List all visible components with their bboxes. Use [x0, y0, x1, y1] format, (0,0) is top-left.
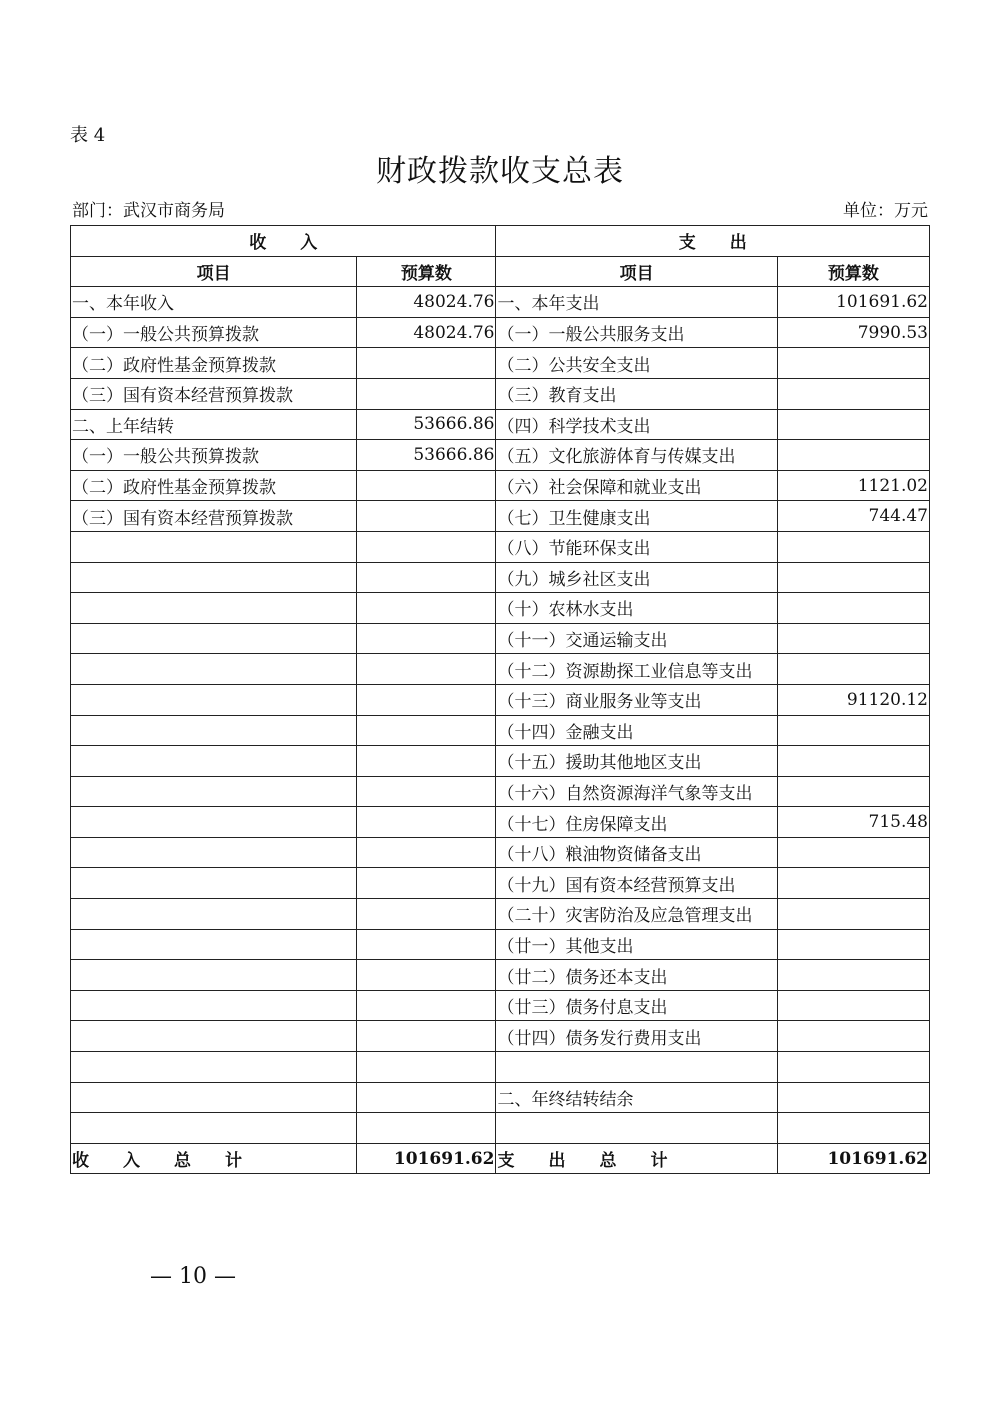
income-budget-cell: [357, 960, 496, 991]
income-item-cell: （二）政府性基金预算拨款: [71, 348, 357, 379]
table-row: [71, 409, 930, 440]
income-item-cell: [71, 868, 357, 899]
income-budget-cell: [357, 776, 496, 807]
unit-label: 单位：万元: [843, 201, 928, 221]
table-row: [71, 929, 930, 960]
expense-item-cell: （十六）自然资源海洋气象等支出: [496, 776, 777, 807]
expense-item-cell: （廿二）债务还本支出: [496, 960, 777, 991]
income-item-cell: [71, 960, 357, 991]
table-body: [71, 287, 930, 1144]
table-row: [71, 440, 930, 471]
income-header: 收 入: [71, 226, 496, 257]
expense-budget-cell: 101691.62: [777, 287, 929, 318]
income-budget-cell: [357, 654, 496, 685]
expense-item-cell: （十九）国有资本经营预算支出: [496, 868, 777, 899]
table-row: [71, 470, 930, 501]
expense-total-label: 支 出 总 计: [496, 1143, 777, 1174]
table-row: [71, 562, 930, 593]
table-row: [71, 899, 930, 930]
expense-item-cell: （五）文化旅游体育与传媒支出: [496, 440, 777, 471]
expense-budget-cell: [777, 654, 929, 685]
income-budget-header: 预算数: [357, 256, 496, 287]
expense-item-cell: （十七）住房保障支出: [496, 807, 777, 838]
income-budget-cell: [357, 593, 496, 624]
income-budget-cell: [357, 470, 496, 501]
expense-budget-cell: 715.48: [777, 807, 929, 838]
expense-budget-cell: [777, 440, 929, 471]
expense-budget-cell: [777, 623, 929, 654]
expense-budget-cell: 7990.53: [777, 317, 929, 348]
income-budget-cell: [357, 837, 496, 868]
expense-item-cell: （六）社会保障和就业支出: [496, 470, 777, 501]
income-budget-cell: [357, 348, 496, 379]
table-row: [71, 317, 930, 348]
income-budget-cell: 53666.86: [357, 409, 496, 440]
table-number: 表 4: [70, 125, 106, 146]
income-budget-cell: [357, 868, 496, 899]
income-item-cell: （三）国有资本经营预算拨款: [71, 378, 357, 409]
table-row: [71, 593, 930, 624]
expense-budget-cell: [777, 776, 929, 807]
table-row: [71, 1113, 930, 1144]
table-row: [71, 746, 930, 777]
income-item-cell: [71, 837, 357, 868]
income-item-cell: （一）一般公共预算拨款: [71, 440, 357, 471]
income-item-cell: [71, 899, 357, 930]
table-row: [71, 960, 930, 991]
expense-item-cell: （三）教育支出: [496, 378, 777, 409]
income-item-header: 项目: [71, 256, 357, 287]
table-row: [71, 715, 930, 746]
expense-item-cell: （十五）援助其他地区支出: [496, 746, 777, 777]
income-item-cell: [71, 1052, 357, 1083]
expense-budget-cell: [777, 1052, 929, 1083]
column-header-row: [71, 256, 930, 287]
table-row: [71, 807, 930, 838]
income-item-cell: [71, 990, 357, 1021]
expense-item-cell: 二、年终结转结余: [496, 1082, 777, 1113]
expense-item-header: 项目: [496, 256, 777, 287]
income-item-cell: [71, 684, 357, 715]
expense-total-value: 101691.62: [777, 1143, 929, 1174]
expense-item-cell: （十一）交通运输支出: [496, 623, 777, 654]
expense-item-cell: （二）公共安全支出: [496, 348, 777, 379]
income-budget-cell: [357, 899, 496, 930]
table-row: [71, 1052, 930, 1083]
totals-row: [71, 1143, 930, 1174]
expense-budget-cell: [777, 990, 929, 1021]
table-row: [71, 990, 930, 1021]
income-item-cell: [71, 1021, 357, 1052]
expense-budget-cell: 91120.12: [777, 684, 929, 715]
expense-item-cell: 一、本年支出: [496, 287, 777, 318]
income-item-cell: 一、本年收入: [71, 287, 357, 318]
income-budget-cell: [357, 531, 496, 562]
expense-item-cell: （七）卫生健康支出: [496, 501, 777, 532]
department-label: 部门：武汉市商务局: [72, 201, 225, 221]
expense-header: 支 出: [496, 226, 930, 257]
income-budget-cell: [357, 501, 496, 532]
expense-budget-cell: [777, 348, 929, 379]
table-row: [71, 1082, 930, 1113]
income-item-cell: [71, 715, 357, 746]
expense-budget-cell: [777, 837, 929, 868]
expense-item-cell: （一）一般公共服务支出: [496, 317, 777, 348]
table-row: [71, 837, 930, 868]
page-number: — 10 —: [150, 1264, 236, 1289]
income-item-cell: [71, 807, 357, 838]
table-row: [71, 531, 930, 562]
expense-item-cell: （廿一）其他支出: [496, 929, 777, 960]
page-title: 财政拨款收支总表: [376, 154, 624, 189]
income-item-cell: [71, 562, 357, 593]
table-row: [71, 287, 930, 318]
expense-budget-cell: [777, 1082, 929, 1113]
income-budget-cell: 48024.76: [357, 287, 496, 318]
expense-budget-cell: [777, 746, 929, 777]
expense-item-cell: （十八）粮油物资储备支出: [496, 837, 777, 868]
expense-item-cell: （廿四）债务发行费用支出: [496, 1021, 777, 1052]
income-budget-cell: 48024.76: [357, 317, 496, 348]
expense-budget-cell: [777, 562, 929, 593]
fiscal-appropriation-table: [70, 225, 930, 1174]
table-row: [71, 1021, 930, 1052]
expense-budget-cell: [777, 1113, 929, 1144]
income-budget-cell: [357, 1082, 496, 1113]
income-item-cell: [71, 1113, 357, 1144]
income-item-cell: [71, 654, 357, 685]
income-total-label: 收 入 总 计: [71, 1143, 357, 1174]
table-row: [71, 348, 930, 379]
income-item-cell: 二、上年结转: [71, 409, 357, 440]
income-budget-cell: [357, 1052, 496, 1083]
income-total-value: 101691.62: [357, 1143, 496, 1174]
expense-budget-cell: [777, 868, 929, 899]
expense-item-cell: （九）城乡社区支出: [496, 562, 777, 593]
expense-item-cell: （十三）商业服务业等支出: [496, 684, 777, 715]
expense-budget-cell: [777, 899, 929, 930]
income-item-cell: [71, 746, 357, 777]
income-budget-cell: [357, 1021, 496, 1052]
table-row: [71, 654, 930, 685]
income-budget-cell: [357, 990, 496, 1021]
income-budget-cell: [357, 929, 496, 960]
income-budget-cell: [357, 807, 496, 838]
income-budget-cell: [357, 746, 496, 777]
expense-item-cell: [496, 1113, 777, 1144]
income-item-cell: （三）国有资本经营预算拨款: [71, 501, 357, 532]
expense-item-cell: （八）节能环保支出: [496, 531, 777, 562]
expense-budget-cell: [777, 409, 929, 440]
income-item-cell: [71, 593, 357, 624]
income-item-cell: [71, 929, 357, 960]
expense-budget-cell: [777, 929, 929, 960]
expense-budget-cell: [777, 531, 929, 562]
expense-item-cell: （廿三）债务付息支出: [496, 990, 777, 1021]
expense-budget-cell: 1121.02: [777, 470, 929, 501]
expense-budget-cell: [777, 715, 929, 746]
income-budget-cell: [357, 684, 496, 715]
income-item-cell: [71, 776, 357, 807]
income-item-cell: [71, 623, 357, 654]
expense-item-cell: （十二）资源勘探工业信息等支出: [496, 654, 777, 685]
expense-item-cell: （二十）灾害防治及应急管理支出: [496, 899, 777, 930]
income-item-cell: [71, 531, 357, 562]
expense-budget-cell: [777, 593, 929, 624]
income-item-cell: （二）政府性基金预算拨款: [71, 470, 357, 501]
expense-item-cell: （四）科学技术支出: [496, 409, 777, 440]
section-header-row: [71, 226, 930, 257]
expense-item-cell: （十）农林水支出: [496, 593, 777, 624]
income-budget-cell: [357, 715, 496, 746]
income-budget-cell: [357, 378, 496, 409]
expense-item-cell: [496, 1052, 777, 1083]
table-row: [71, 378, 930, 409]
income-item-cell: （一）一般公共预算拨款: [71, 317, 357, 348]
expense-budget-cell: [777, 378, 929, 409]
income-budget-cell: [357, 562, 496, 593]
income-budget-cell: 53666.86: [357, 440, 496, 471]
table-row: [71, 868, 930, 899]
income-budget-cell: [357, 1113, 496, 1144]
expense-item-cell: （十四）金融支出: [496, 715, 777, 746]
table-row: [71, 623, 930, 654]
table-row: [71, 776, 930, 807]
expense-budget-cell: 744.47: [777, 501, 929, 532]
table-row: [71, 684, 930, 715]
expense-budget-cell: [777, 960, 929, 991]
income-item-cell: [71, 1082, 357, 1113]
table-row: [71, 501, 930, 532]
income-budget-cell: [357, 623, 496, 654]
expense-budget-cell: [777, 1021, 929, 1052]
expense-budget-header: 预算数: [777, 256, 929, 287]
